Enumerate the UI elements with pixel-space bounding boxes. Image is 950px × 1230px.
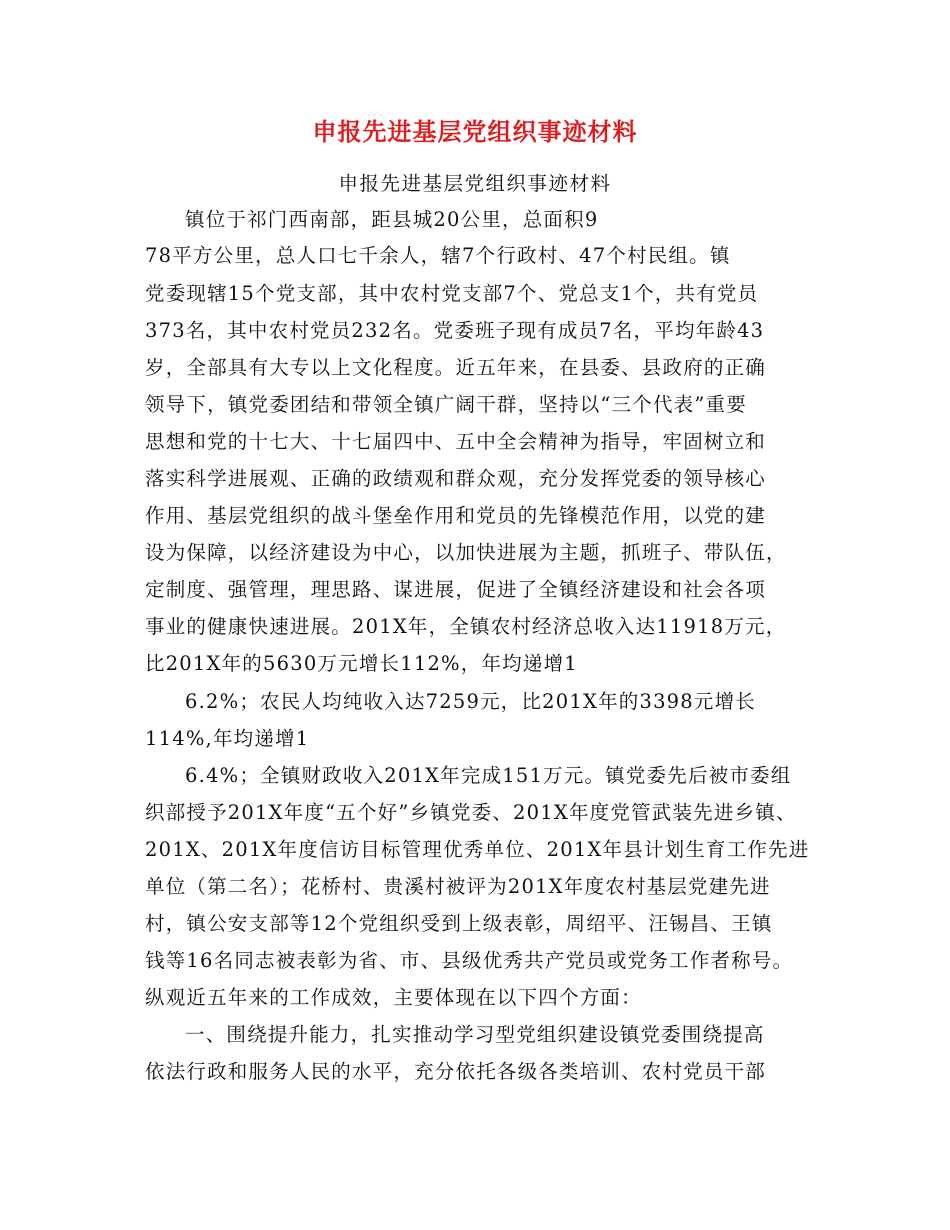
paragraph-line: 定制度、强管理，理思路、谋进展，促进了全镇经济建设和社会各项 [145, 578, 767, 601]
paragraph-line: 6.2%；农民人均纯收入达7259元，比201X年的3398元增长 [185, 690, 756, 713]
paragraph-line: 思想和党的十七大、十七届四中、五中全会精神为指导，牢固树立和 [145, 430, 767, 453]
paragraph-line: 依法行政和服务人民的水平，充分依托各级各类培训、农村党员干部 [145, 1060, 767, 1083]
paragraph-line: 设为保障，以经济建设为中心，以加快进展为主题，抓班子、带队伍， [145, 541, 787, 564]
paragraph-line: 78平方公里，总人口七千余人，辖7个行政村、47个村民组。镇 [145, 244, 731, 267]
paragraph-line: 党委现辖15个党支部，其中农村党支部7个、党总支1个，共有党员 [145, 282, 759, 305]
paragraph-line: 镇位于祁门西南部，距县城20公里，总面积9 [185, 208, 599, 231]
paragraph-line: 373名，其中农村党员232名。党委班子现有成员7名，平均年龄43 [145, 319, 765, 342]
paragraph-line: 领导下，镇党委团结和带领全镇广阔干群，坚持以“三个代表”重要 [145, 393, 747, 416]
paragraph-line: 比201X年的5630万元增长112%，年均递增1 [145, 652, 578, 675]
paragraph-line: 一、围绕提升能力，扎实推动学习型党组织建设镇党委围绕提高 [185, 1023, 765, 1046]
paragraph-line: 6.4%；全镇财政收入201X年完成151万元。镇党委先后被市委组 [185, 764, 792, 787]
paragraph-line: 村，镇公安支部等12个党组织受到上级表彰，周绍平、汪锡昌、王镇 [145, 912, 773, 935]
paragraph-line: 纵观近五年来的工作成效，主要体现在以下四个方面： [145, 986, 642, 1009]
paragraph-line: 落实科学进展观、正确的政绩观和群众观，充分发挥党委的领导核心 [145, 467, 767, 490]
paragraph-line: 钱等16名同志被表彰为省、市、县级优秀共产党员或党务工作者称号。 [145, 949, 794, 972]
paragraph-line: 织部授予201X年度“五个好”乡镇党委、201X年度党管武装先进乡镇、 [145, 801, 797, 824]
document-title: 申报先进基层党组织事迹材料 [312, 118, 638, 146]
paragraph-line: 岁，全部具有大专以上文化程度。近五年来，在县委、县政府的正确 [145, 356, 767, 379]
paragraph-line: 事业的健康快速进展。201X年，全镇农村经济总收入达11918万元， [145, 615, 787, 638]
paragraph-line: 作用、基层党组织的战斗堡垒作用和党员的先锋模范作用，以党的建 [145, 504, 767, 527]
paragraph-line: 201X、201X年度信访目标管理优秀单位、201X年县计划生育工作先进 [145, 838, 810, 861]
paragraph-line: 单位（第二名）；花桥村、贵溪村被评为201X年度农村基层党建先进 [145, 875, 771, 898]
paragraph-line: 114%,年均递增1 [145, 727, 310, 750]
document-subtitle: 申报先进基层党组织事迹材料 [338, 172, 612, 195]
